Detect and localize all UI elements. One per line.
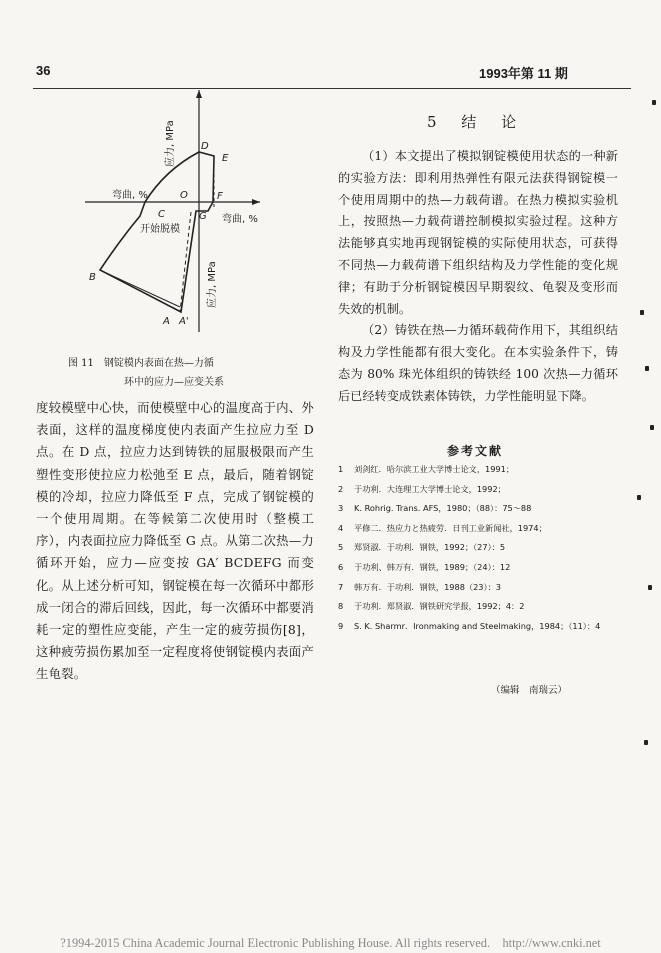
scan-mark xyxy=(652,100,656,105)
section-title: 5 结 论 xyxy=(427,113,527,131)
conclusions xyxy=(338,146,618,408)
reference-item xyxy=(338,578,623,598)
reference-text: 刘剑红．哈尔滨工业大学博士论文，1991； xyxy=(354,464,515,474)
stress-label-bottom: 应力, MPa xyxy=(207,261,218,308)
figure-caption-line2: 环中的应力—应变关系 xyxy=(124,377,224,388)
scan-mark xyxy=(637,495,641,500)
reference-number: 3 xyxy=(338,503,344,514)
point-c: C xyxy=(158,209,165,220)
journal-issue: 1993年第 11 期 xyxy=(479,66,568,81)
reference-text: K. Rohrig. Trans. AFS，1980；（88）：75～88 xyxy=(354,503,532,514)
strain-label-left: 弯曲, % xyxy=(112,190,148,201)
reference-item xyxy=(338,617,623,637)
strain-label-right: 弯曲, % xyxy=(222,214,258,225)
reference-text: 郑贤淑．于功利．钢铁，1992；（27）：5 xyxy=(354,542,506,553)
reference-number: 2 xyxy=(338,483,344,494)
point-f: F xyxy=(217,191,223,202)
reference-item xyxy=(338,480,623,500)
reference-item xyxy=(338,538,623,558)
reference-text: 平修二．热应力と热疲劳．日刊工业新闻社，1974； xyxy=(354,522,547,533)
reference-item xyxy=(338,460,623,480)
stress-axis-arrow xyxy=(196,90,202,98)
scan-mark xyxy=(645,366,649,371)
page-number: 36 xyxy=(36,63,51,78)
conclusion-paragraph-2: （2）铸铁在热—力循环载荷作用下，其组织结构及力学性能都有很大变化。在本实验条件下，铸态为 80% 珠光体组织的铸铁经 100 次热—力循环后已经转变成铁素体铸铁，力学性能明显下降。 xyxy=(338,323,618,403)
reference-number: 4 xyxy=(338,522,344,533)
point-b: B xyxy=(89,272,96,283)
reference-item xyxy=(338,499,623,519)
stress-label-top: 应力, MPa xyxy=(165,120,176,167)
conclusion-paragraph-1: （1）本文提出了模拟钢锭模使用状态的一种新的实验方法：即利用热弹性有限元法获得钢锭模一个使用周期中的热—力载荷谱。在热力模拟实验机上，按照热—力载荷谱控制模拟实验过程。这种方法能够真实地再现钢锭模的实际使用状态，可获得不同热—力载荷谱下组织结构及力学性能的变化规律；有助于分析钢锭模因早期裂纹、龟裂及变形而失效的机制。 xyxy=(338,149,618,316)
copyright-footer: ?1994-2015 China Academic Journal Electronic Publishing House. All rights reserved. http://www.cnki.net xyxy=(60,936,601,950)
reference-text: 于功利、韩万有．钢铁，1989；（24）：12 xyxy=(354,561,511,572)
scan-mark xyxy=(650,425,654,430)
reference-number: 7 xyxy=(338,581,344,592)
loop-inner-line xyxy=(102,271,180,307)
reference-number: 5 xyxy=(338,542,344,553)
point-d: D xyxy=(201,141,209,152)
reference-number: 9 xyxy=(338,620,344,631)
origin-label: O xyxy=(180,190,188,201)
reference-number: 6 xyxy=(338,561,344,572)
demold-annotation: 开始脱模 xyxy=(140,224,180,235)
left-column xyxy=(36,397,314,686)
reference-text: 于功利．郑贤淑．钢铁研究学报，1992；4：2 xyxy=(354,601,525,612)
dashed-line-ga xyxy=(180,212,191,312)
strain-axis-arrow xyxy=(252,199,260,205)
scan-mark xyxy=(640,310,644,315)
editor-note: （编辑 南瑞云） xyxy=(491,685,568,696)
reference-text: S. K. Sharmr．Ironmaking and Steelmaking，1984；（11）：4 xyxy=(354,620,601,631)
reference-number: 8 xyxy=(338,601,344,612)
point-e: E xyxy=(222,153,229,164)
stress-strain-figure xyxy=(80,90,280,340)
references-title: 参考文献 xyxy=(447,444,504,458)
scan-mark xyxy=(648,585,652,590)
reference-number: 1 xyxy=(338,464,344,474)
scan-mark xyxy=(644,740,648,745)
body-paragraph: 度较模壁中心快，而使模壁中心的温度高于内、外表面，这样的温度梯度使内表面产生拉应力至 D 点。在 D 点，拉应力达到铸铁的屈服极限而产生塑性变形使拉应力松弛至 E 点，最后，随着钢锭模的冷却，拉应力降低至 F 点，完成了钢锭模的一个使用周期。在等候第二次使用时（整模工序），内表面拉应力降低至 G 点。从第二次热—力循环开始，应力—应变按 GA′ BCDEFG 而变化。从上述分析可知，钢锭模在每一次循环中都形成一闭合的滞后回线，因此，每一次循环中都要消耗一定的塑性应变能，产生一定的疲劳损伤[8]，这种疲劳损伤累加至一定程度将使钢锭模内表面产生龟裂。 xyxy=(36,400,314,682)
reference-text: 于功利．大连理工大学博士论文，1992； xyxy=(354,483,506,494)
reference-item xyxy=(338,519,623,539)
reference-list xyxy=(338,460,623,636)
point-a: A xyxy=(163,316,170,327)
point-g: G xyxy=(199,211,207,222)
reference-text: 韩万有．于功利．钢铁，1988（23）：3 xyxy=(354,581,501,592)
reference-item xyxy=(338,558,623,578)
point-a-prime: A' xyxy=(179,316,189,327)
figure-caption-line1: 图 11 钢锭模内表面在热—力循 xyxy=(68,358,214,369)
header-rule xyxy=(33,88,631,89)
reference-item xyxy=(338,597,623,617)
